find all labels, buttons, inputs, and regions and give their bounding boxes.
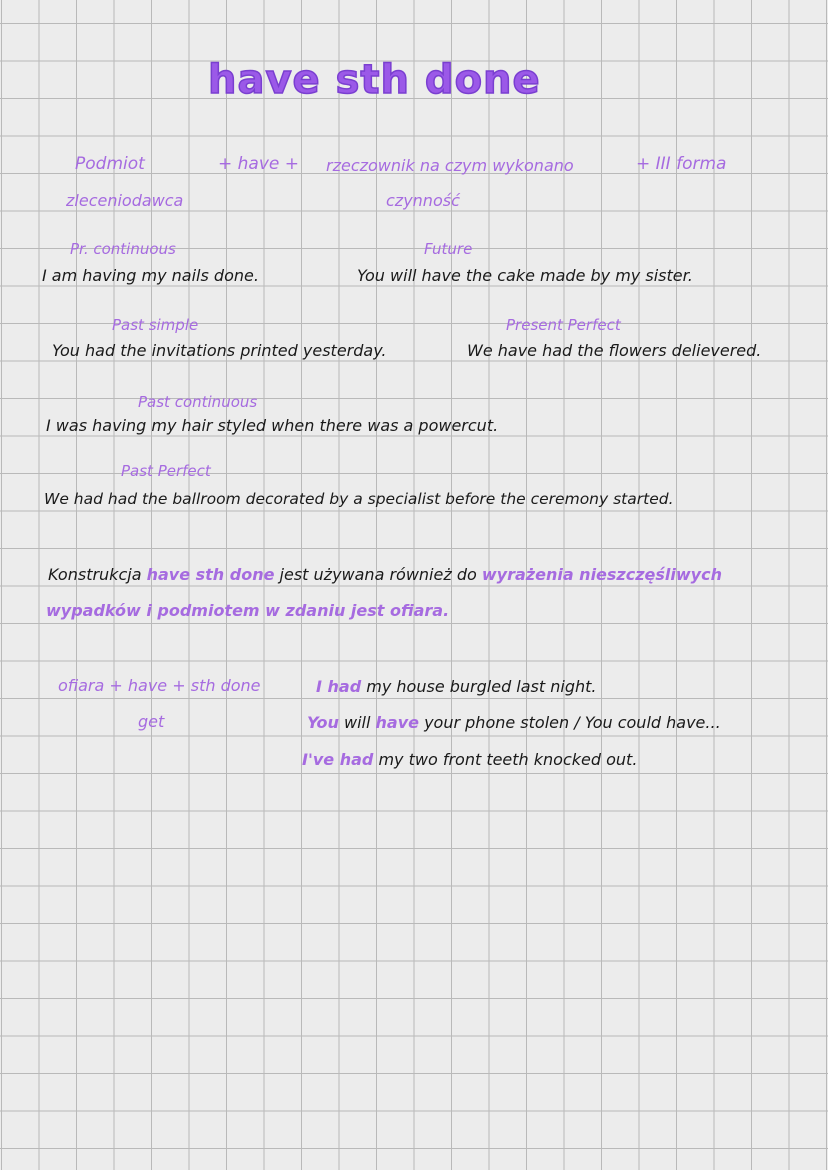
note-highlight: have sth done — [146, 565, 275, 584]
tense-example: You will have the cake made by my sister. — [357, 266, 693, 285]
example-text: your phone stolen / You could have... — [424, 713, 721, 732]
note-highlight: wyrażenia nieszczęśliwych — [481, 565, 722, 584]
tense-example: You had the invitations printed yesterday. — [52, 341, 387, 360]
example-text: my two front teeth knocked out. — [378, 750, 638, 769]
formula-activity: czynność — [386, 191, 460, 210]
formula-third-form: + III forma — [636, 154, 727, 174]
note-line-2: wypadków i podmiotem w zdaniu jest ofiara. — [46, 601, 450, 620]
victim-formula: ofiara + have + sth done — [58, 676, 261, 695]
tense-example: I was having my hair styled when there was a powercut. — [46, 416, 499, 435]
formula-ordering-party: zleceniodawca — [66, 191, 184, 210]
tense-label: Present Perfect — [506, 316, 621, 334]
tense-example: We had had the ballroom decorated by a specialist before the ceremony started. — [44, 490, 674, 508]
victim-example — [302, 752, 637, 768]
formula-subject: Podmiot — [75, 154, 145, 174]
note-line-1 — [48, 567, 722, 583]
tense-example: We have had the flowers delievered. — [467, 341, 762, 360]
tense-example: I am having my nails done. — [42, 266, 259, 285]
page-title: have sth done — [208, 57, 541, 103]
victim-example — [307, 715, 721, 731]
example-highlight: have — [375, 713, 419, 732]
formula-noun: rzeczownik na czym wykonano — [326, 156, 574, 175]
tense-label: Past Perfect — [121, 462, 211, 480]
tense-label: Pr. continuous — [70, 240, 176, 258]
example-highlight: I've had — [302, 750, 374, 769]
example-highlight: You — [307, 713, 339, 732]
example-text: will — [344, 713, 371, 732]
victim-alt: get — [138, 712, 165, 731]
tense-label: Past continuous — [138, 393, 258, 411]
example-text: my house burgled last night. — [366, 677, 597, 696]
tense-label: Future — [424, 240, 473, 258]
example-highlight: I had — [316, 677, 362, 696]
note-text: Konstrukcja — [48, 565, 142, 584]
victim-example — [316, 679, 597, 695]
formula-plus-have: + have + — [218, 154, 300, 174]
tense-label: Past simple — [112, 316, 199, 334]
note-text: jest używana również do — [279, 565, 477, 584]
